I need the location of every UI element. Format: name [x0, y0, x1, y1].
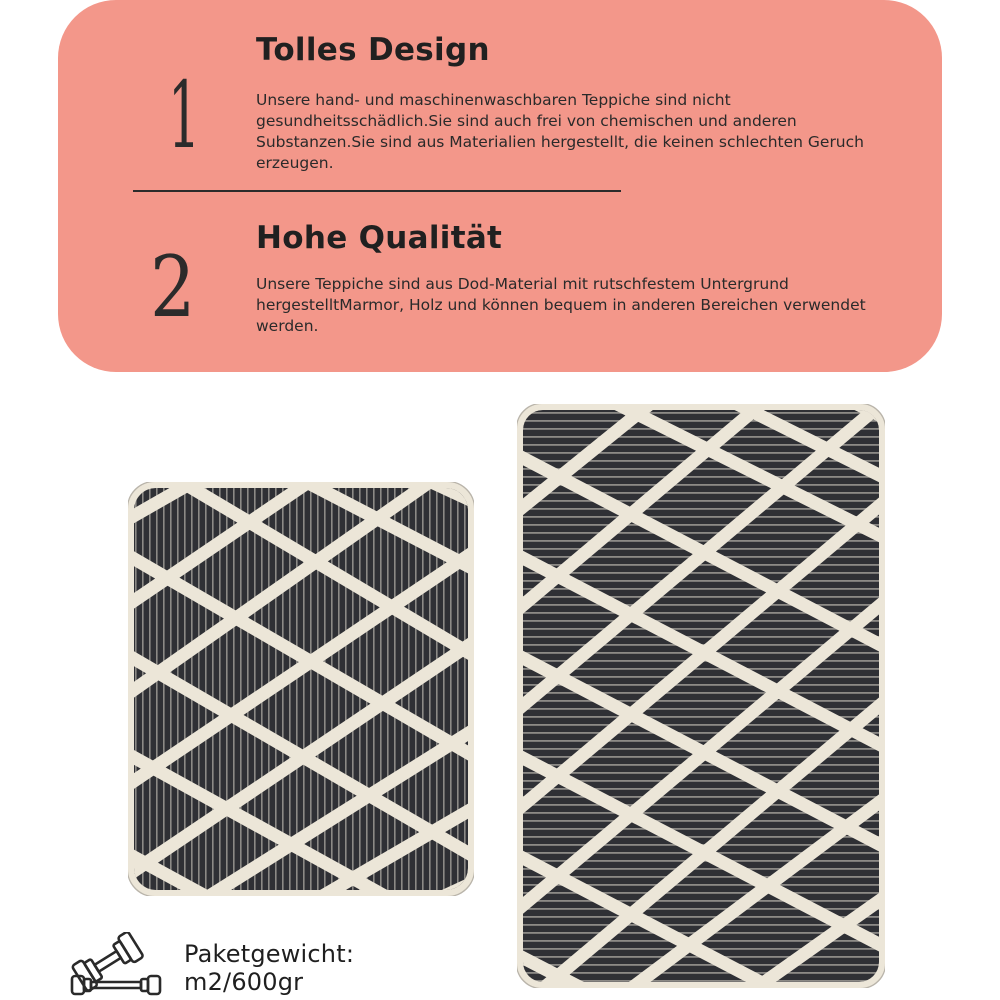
package-weight-label	[184, 940, 354, 996]
large-rug-image	[517, 404, 885, 988]
package-weight-value: m2/600gr	[184, 968, 304, 996]
dumbbell-icon	[68, 932, 172, 996]
feature-title-2: Hohe Qualität	[256, 220, 503, 256]
feature-divider	[133, 190, 621, 192]
package-weight-title: Paketgewicht:	[184, 940, 355, 968]
feature-number-2: 2	[150, 238, 196, 336]
feature-text-1: Unsere hand- und maschinenwaschbaren Teppiche sind nicht gesundheitsschädlich.Sie sind auch frei von chemischen und anderen Substanzen.Sie sind aus Materialien hergestellt, die keinen schlechten Geruch erzeugen.	[256, 91, 864, 172]
feature-title-1: Tolles Design	[256, 32, 490, 68]
feature-text-2: Unsere Teppiche sind aus Dod-Material mit rutschfestem Untergrund hergestelltMarmor, Holz und können bequem in anderen Bereichen verwendet werden.	[256, 275, 866, 335]
feature-number-1: 1	[168, 62, 201, 169]
features-card	[58, 0, 942, 372]
small-rug-image	[128, 482, 474, 896]
